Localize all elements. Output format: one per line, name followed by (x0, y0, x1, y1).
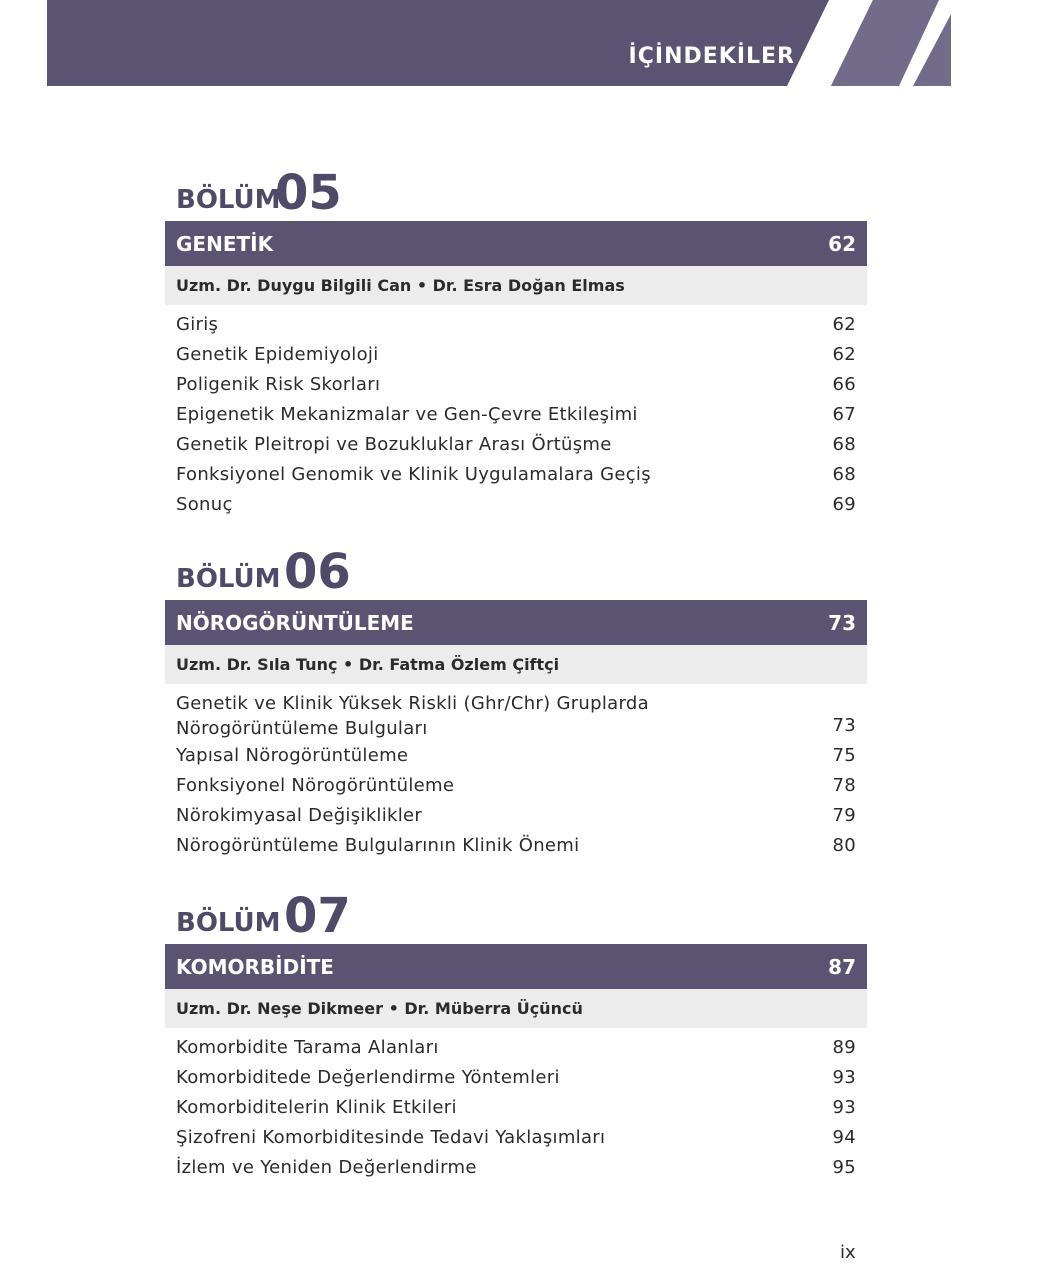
chapter-title-bar[interactable] (165, 600, 867, 645)
page-title: İÇİNDEKİLER (628, 44, 795, 69)
entry-title: Şizofreni Komorbiditesinde Tedavi Yaklaşımları (176, 1127, 606, 1148)
toc-entry[interactable] (165, 831, 867, 861)
toc-entry[interactable] (165, 460, 867, 490)
toc-entry[interactable] (165, 310, 867, 340)
chapter-page: 73 (828, 610, 856, 635)
chapter-authors (165, 989, 867, 1028)
entry-title: Fonksiyonel Nörogörüntüleme (176, 775, 455, 796)
authors-text: Uzm. Dr. Sıla Tunç • Dr. Fatma Özlem Çiftçi (176, 655, 560, 674)
chapter-page: 87 (828, 954, 856, 979)
entry-page: 75 (832, 745, 856, 766)
entry-title: Nörogörüntüleme Bulgularının Klinik Önemi (176, 835, 580, 856)
entry-title: Komorbiditede Değerlendirme Yöntemleri (176, 1067, 560, 1088)
chapter-title-bar[interactable] (165, 221, 867, 266)
toc-entry[interactable] (165, 1093, 867, 1123)
chapter-title: KOMORBİDİTE (176, 954, 334, 979)
entry-page: 62 (832, 344, 856, 365)
entry-page: 67 (832, 404, 856, 425)
header-banner (47, 0, 951, 86)
entry-title: Nörokimyasal Değişiklikler (176, 805, 423, 826)
chapter-title-bar[interactable] (165, 944, 867, 989)
entry-page: 78 (832, 775, 856, 796)
chapter-05 (165, 165, 867, 520)
entry-title: Yapısal Nörogörüntüleme (176, 745, 409, 766)
entry-title-line: Nörogörüntüleme Bulguları (176, 718, 428, 739)
chapter-word: BÖLÜM (176, 564, 281, 594)
chapter-title: NÖROGÖRÜNTÜLEME (176, 610, 414, 635)
entry-title: Giriş (176, 314, 219, 335)
authors-text: Uzm. Dr. Neşe Dikmeer • Dr. Müberra Üçüncü (176, 999, 583, 1018)
toc-entry[interactable] (165, 340, 867, 370)
entry-title: Poligenik Risk Skorları (176, 374, 381, 395)
chapter-word: BÖLÜM (176, 185, 281, 215)
entry-title: Genetik Pleitropi ve Bozukluklar Arası Örtüşme (176, 434, 612, 455)
entry-page: 93 (832, 1067, 856, 1088)
chapter-06 (165, 544, 867, 861)
toc-entry[interactable] (165, 801, 867, 831)
entry-page: 68 (832, 464, 856, 485)
chapter-07 (165, 888, 867, 1183)
toc-entry[interactable] (165, 400, 867, 430)
entry-page: 95 (832, 1157, 856, 1178)
entry-page: 69 (832, 494, 856, 515)
entry-title: Sonuç (176, 494, 233, 515)
authors-text: Uzm. Dr. Duygu Bilgili Can • Dr. Esra Doğan Elmas (176, 276, 625, 295)
entry-title: Komorbidite Tarama Alanları (176, 1037, 439, 1058)
toc-entry[interactable] (165, 370, 867, 400)
chapter-word: BÖLÜM (176, 908, 281, 938)
toc-entries (165, 1028, 867, 1183)
entry-page: 73 (832, 715, 856, 736)
toc-entry[interactable] (165, 1123, 867, 1153)
toc-entries (165, 305, 867, 520)
chapter-number: 07 (284, 888, 351, 944)
entry-title: İzlem ve Yeniden Değerlendirme (176, 1157, 477, 1178)
toc-entry[interactable] (165, 1033, 867, 1063)
entry-page: 79 (832, 805, 856, 826)
toc-entry[interactable] (165, 1153, 867, 1183)
chapter-authors (165, 645, 867, 684)
entry-title: Epigenetik Mekanizmalar ve Gen-Çevre Etkileşimi (176, 404, 638, 425)
entry-page: 68 (832, 434, 856, 455)
entry-title: Komorbiditelerin Klinik Etkileri (176, 1097, 457, 1118)
toc-entry[interactable] (165, 430, 867, 460)
entry-page: 66 (832, 374, 856, 395)
entry-title (176, 689, 826, 741)
chapter-number: 05 (275, 165, 342, 221)
toc-entries (165, 684, 867, 861)
chapter-label (165, 544, 867, 600)
entry-page: 62 (832, 314, 856, 335)
chapter-number: 06 (284, 544, 351, 600)
chapter-label (165, 888, 867, 944)
entry-page: 93 (832, 1097, 856, 1118)
toc-entry[interactable] (165, 490, 867, 520)
banner-stripes (47, 0, 951, 86)
chapter-title: GENETİK (176, 231, 274, 256)
page-number: ix (840, 1242, 856, 1263)
entry-page: 80 (832, 835, 856, 856)
entry-page: 89 (832, 1037, 856, 1058)
toc-entry[interactable] (165, 741, 867, 771)
entry-title-line: Genetik ve Klinik Yüksek Riskli (Ghr/Chr) Gruplarda (176, 693, 649, 714)
chapter-authors (165, 266, 867, 305)
entry-page: 94 (832, 1127, 856, 1148)
toc-entry[interactable] (165, 689, 867, 741)
toc-entry[interactable] (165, 1063, 867, 1093)
entry-title: Genetik Epidemiyoloji (176, 344, 379, 365)
chapter-label (165, 165, 867, 221)
chapter-page: 62 (828, 231, 856, 256)
entry-title: Fonksiyonel Genomik ve Klinik Uygulamalara Geçiş (176, 464, 651, 485)
toc-entry[interactable] (165, 771, 867, 801)
